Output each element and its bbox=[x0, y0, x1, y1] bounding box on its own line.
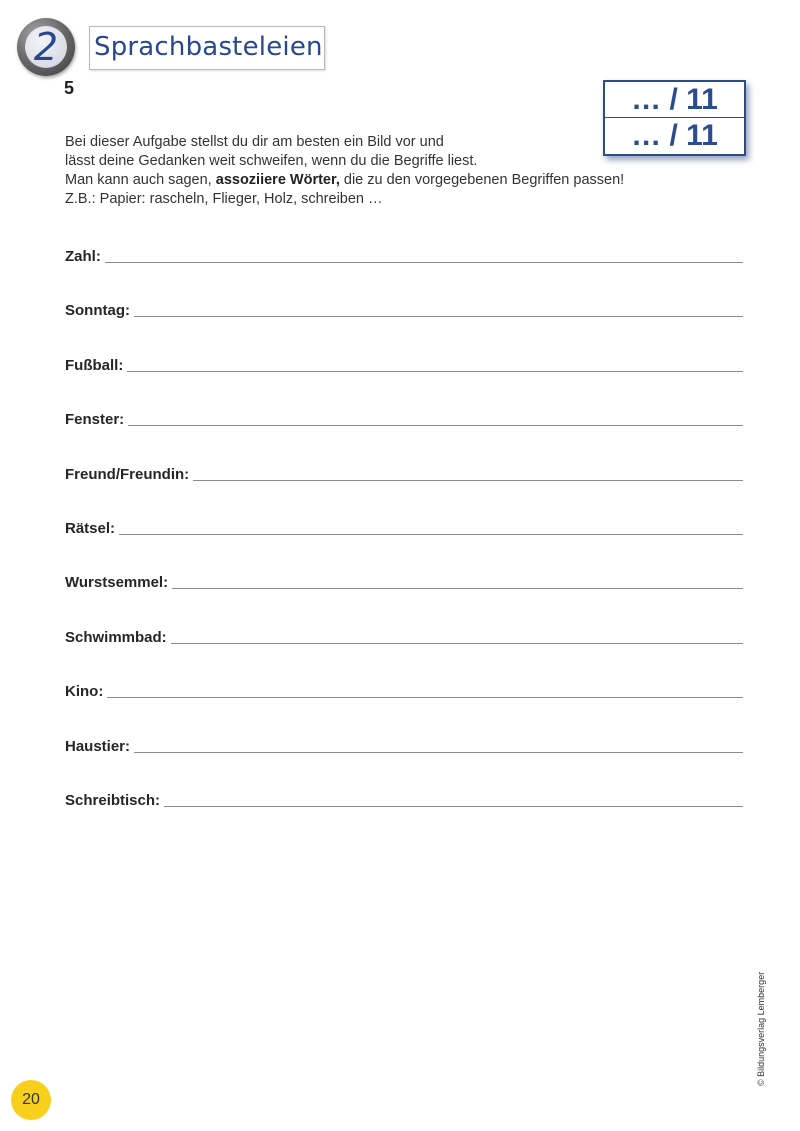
answer-field-schreibtisch[interactable] bbox=[164, 806, 743, 807]
answer-field-wurstsemmel[interactable] bbox=[172, 588, 743, 589]
score-row: … / 11 bbox=[605, 117, 744, 153]
field-row-schwimmbad bbox=[65, 592, 743, 646]
answer-field-sonntag[interactable] bbox=[134, 316, 743, 317]
answer-field-raetsel[interactable] bbox=[119, 534, 743, 535]
chapter-number: 2 bbox=[25, 26, 67, 68]
chapter-title-box bbox=[89, 26, 325, 70]
field-row-zahl bbox=[65, 246, 743, 266]
answer-field-haustier[interactable] bbox=[134, 752, 743, 753]
field-row-schreibtisch bbox=[65, 756, 743, 810]
field-label: Schreibtisch: bbox=[65, 791, 161, 809]
answer-fields bbox=[65, 246, 743, 810]
field-label: Fenster: bbox=[65, 411, 125, 429]
field-label: Freund/Freundin: bbox=[65, 465, 190, 483]
instruction-line: lässt deine Gedanken weit schweifen, wenn du die Begriffe liest. bbox=[65, 153, 478, 169]
answer-field-fenster[interactable] bbox=[128, 425, 743, 426]
field-row-sonntag bbox=[65, 266, 743, 320]
chapter-title: Sprachbasteleien bbox=[94, 32, 323, 62]
instruction-line: Bei dieser Aufgabe stellst du dir am besten ein Bild vor und bbox=[65, 134, 444, 150]
field-row-haustier bbox=[65, 701, 743, 755]
field-label: Haustier: bbox=[65, 737, 131, 755]
instruction-emphasis: assoziiere Wörter, bbox=[215, 172, 340, 188]
field-label: Sonntag: bbox=[65, 302, 130, 320]
field-row-kino bbox=[65, 647, 743, 701]
field-row-raetsel bbox=[65, 484, 743, 538]
field-label: Fußball: bbox=[65, 356, 124, 374]
instruction-example: Z.B.: Papier: rascheln, Flieger, Holz, schreiben … bbox=[65, 191, 383, 207]
field-row-wurstsemmel bbox=[65, 538, 743, 592]
answer-field-schwimmbad[interactable] bbox=[171, 643, 743, 644]
instruction-text: Man kann auch sagen, bbox=[65, 172, 216, 188]
instruction-text: die zu den vorgegebenen Begriffen passen! bbox=[339, 172, 625, 188]
field-row-fenster bbox=[65, 375, 743, 429]
task-instructions bbox=[65, 133, 725, 209]
field-label: Schwimmbad: bbox=[65, 628, 167, 646]
field-row-freund bbox=[65, 429, 743, 483]
answer-field-kino[interactable] bbox=[107, 697, 743, 698]
page-number: 20 bbox=[11, 1080, 51, 1120]
answer-field-freund[interactable] bbox=[193, 480, 743, 481]
field-label: Zahl: bbox=[65, 248, 101, 265]
chapter-number-badge-icon bbox=[17, 18, 75, 76]
score-row: … / 11 bbox=[631, 82, 718, 116]
task-number: 5 bbox=[64, 78, 75, 98]
field-row-fussball bbox=[65, 320, 743, 374]
answer-field-zahl[interactable] bbox=[105, 262, 743, 263]
instruction-line bbox=[65, 171, 725, 190]
answer-field-fussball[interactable] bbox=[127, 371, 743, 372]
field-label: Wurstsemmel: bbox=[65, 574, 169, 592]
field-label: Rätsel: bbox=[65, 519, 116, 537]
field-label: Kino: bbox=[65, 683, 104, 701]
copyright-notice: © Bildungsverlag Lemberger bbox=[756, 971, 766, 1086]
